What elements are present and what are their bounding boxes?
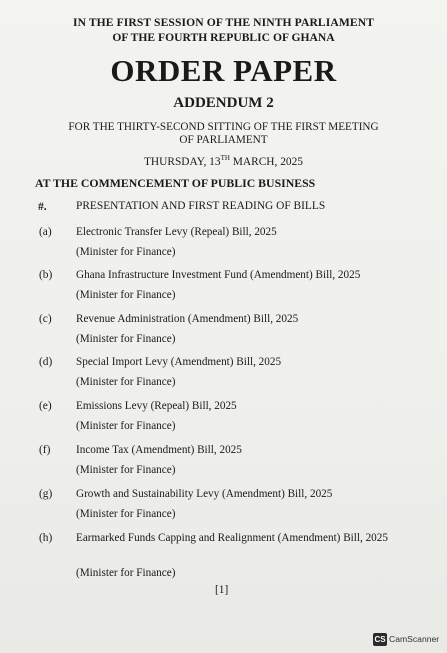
bill-sponsor: (Minister for Finance) [76,333,176,345]
camscanner-watermark [373,632,439,646]
item-letter: (a) [39,226,52,238]
sitting-line2: OF PARLIAMENT [179,134,268,146]
bill-title: Special Import Levy (Amendment) Bill, 2025 [76,356,282,368]
item-letter: (f) [39,444,51,456]
camscanner-logo-icon: CS [374,634,386,644]
commencement-heading: AT THE COMMENCEMENT OF PUBLIC BUSINESS [35,176,316,190]
bill-title: Income Tax (Amendment) Bill, 2025 [76,444,242,456]
bill-sponsor: (Minister for Finance) [76,376,176,388]
bill-sponsor: (Minister for Finance) [76,567,176,579]
camscanner-label: CamScanner [389,634,440,644]
bill-sponsor: (Minister for Finance) [76,289,176,301]
section-heading: PRESENTATION AND FIRST READING OF BILLS [76,200,326,212]
sitting-date [0,154,447,168]
bill-title: Earmarked Funds Capping and Realignment (Amendment) Bill, 2025 [76,532,388,544]
date-prefix: THURSDAY, 13 [143,155,221,168]
bill-title: Growth and Sustainability Levy (Amendment) Bill, 2025 [76,488,333,500]
session-header-line1: IN THE FIRST SESSION OF THE NINTH PARLIAMENT [72,16,375,29]
bill-title: Electronic Transfer Levy (Repeal) Bill, 2025 [76,226,277,238]
bill-title: Ghana Infrastructure Investment Fund (Amendment) Bill, 2025 [76,269,361,281]
section-marker: #. [38,200,47,213]
item-letter: (g) [39,488,53,500]
session-header-line2: OF THE FOURTH REPUBLIC OF GHANA [112,31,335,44]
page-number: [1] [215,584,229,596]
bill-title: Revenue Administration (Amendment) Bill, 2025 [76,313,299,325]
item-letter: (e) [39,400,52,412]
bill-sponsor: (Minister for Finance) [76,464,176,476]
date-rest: MARCH, 2025 [229,155,304,168]
item-letter: (c) [39,313,52,325]
item-letter: (d) [39,356,53,368]
bill-sponsor: (Minister for Finance) [76,420,176,432]
bill-title: Emissions Levy (Repeal) Bill, 2025 [76,400,237,412]
sitting-line1: FOR THE THIRTY-SECOND SITTING OF THE FIRST MEETING [68,121,379,133]
bill-sponsor: (Minister for Finance) [76,246,176,258]
item-letter: (h) [39,532,53,544]
document-title: ORDER PAPER [110,53,337,88]
date-suffix: TH [220,154,230,162]
item-letter: (b) [39,269,53,281]
bill-sponsor: (Minister for Finance) [76,508,176,520]
addendum-label: ADDENDUM 2 [173,95,274,111]
